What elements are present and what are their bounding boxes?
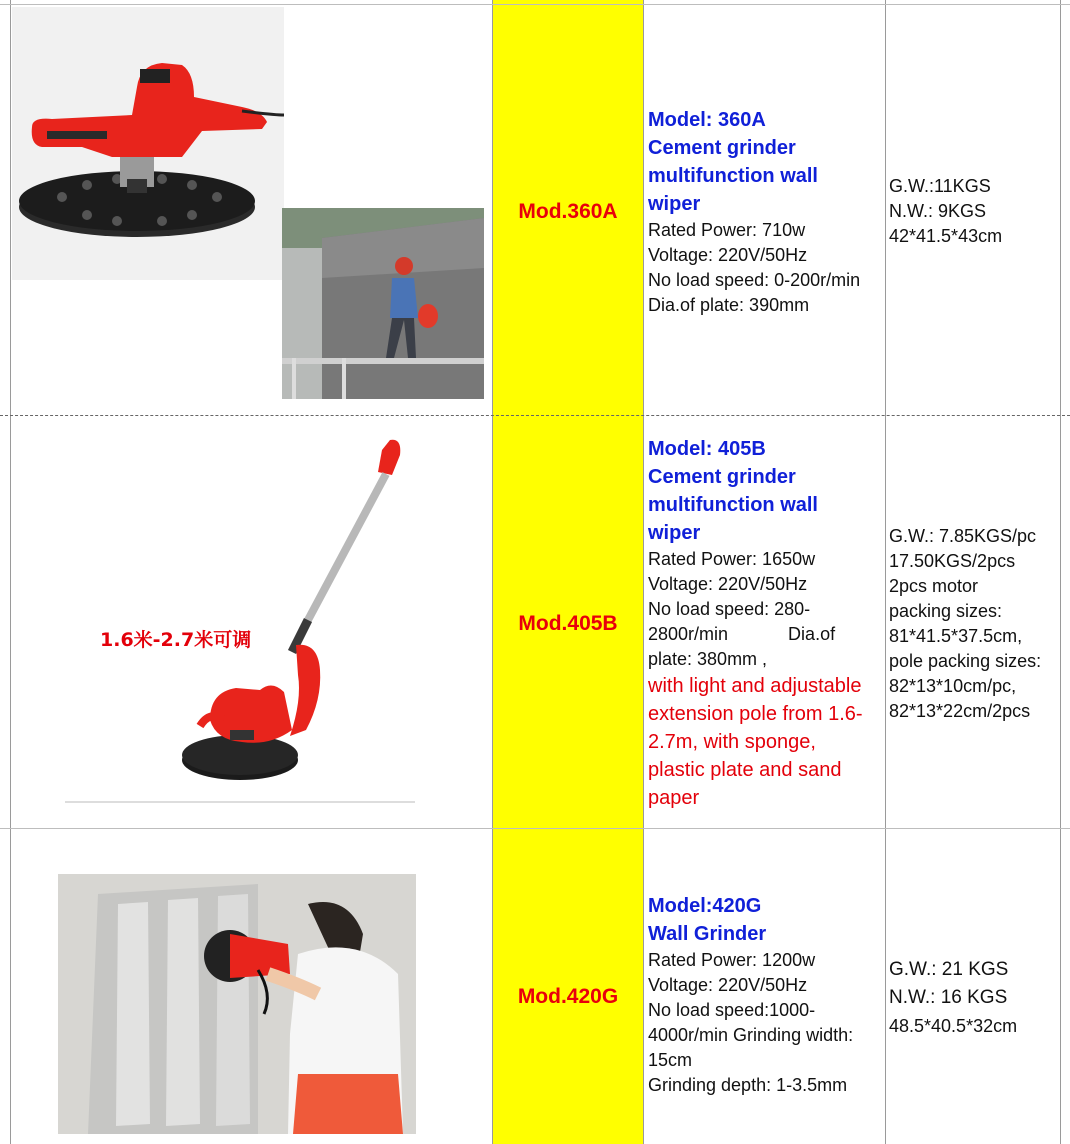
spec-line: Grinding depth: 1-3.5mm [648,1075,848,1095]
product-photo-405b [60,430,420,805]
pack-line: 17.50KGS/2pcs [889,551,1016,571]
title-line: Wall Grinder [648,923,767,945]
spec-line: Rated Power: 710w [648,220,806,240]
title-line: multifunction wall [648,165,818,187]
spec-line: No load speed: 0-200r/min [648,270,861,290]
note-line: paper [648,787,700,809]
spec-line: Rated Power: 1200w [648,950,816,970]
grid-line [10,0,11,1144]
pack-line: G.W.: 21 KGS [889,959,1009,980]
model-code-405b: Mod.405B [518,612,618,635]
spec-line: No load speed:1000- [648,1000,816,1020]
pack-line: 42*41.5*43cm [889,226,1003,246]
title-line: wiper [648,193,701,215]
description-405b [648,435,884,812]
description-420g [648,892,884,1098]
note-line: with light and adjustable [648,675,862,697]
spec-line: Voltage: 220V/50Hz [648,245,808,265]
model-code-420g: Mod.420G [517,985,619,1008]
spec-line: 4000r/min Grinding width: [648,1025,854,1045]
pack-line: 82*13*22cm/2pcs [889,701,1031,721]
pack-line: 81*41.5*37.5cm, [889,626,1023,646]
spec-line: 2800r/min Dia.of [648,624,836,644]
pack-line: 2pcs motor [889,576,979,596]
note-line: plastic plate and sand [648,759,842,781]
row-divider [0,828,1070,829]
grid-line [492,0,493,1144]
image-caption-405b: 1.6米-2.7米可调 [100,629,252,651]
grid-line [885,0,886,1144]
grid-line [643,0,644,1144]
spec-line: Voltage: 220V/50Hz [648,574,808,594]
spec-line: Rated Power: 1650w [648,549,816,569]
pack-line: packing sizes: [889,601,1003,621]
pack-line: G.W.: 7.85KGS/pc [889,526,1037,546]
spec-line: 15cm [648,1050,693,1070]
worker-photo-420g [58,874,416,1134]
description-360a [648,106,884,318]
worker-photo-360a [282,208,484,399]
title-line: Model:420G [648,895,762,917]
packing-info-360a [889,174,1065,249]
title-line: multifunction wall [648,494,818,516]
title-line: Cement grinder [648,466,796,488]
packing-info-405b [889,524,1065,724]
title-line: Model: 405B [648,438,766,460]
packing-info-420g [889,956,1065,1040]
title-line: wiper [648,522,701,544]
pack-line: pole packing sizes: [889,651,1042,671]
spec-line: plate: 380mm , [648,649,768,669]
spec-line: Voltage: 220V/50Hz [648,975,808,995]
pack-line: 82*13*10cm/pc, [889,676,1017,696]
pack-line: N.W.: 9KGS [889,201,987,221]
grid-line [0,4,1070,5]
note-line: extension pole from 1.6- [648,703,863,725]
pack-line: G.W.:11KGS [889,176,991,196]
model-code-360a: Mod.360A [518,200,618,223]
pack-line: 48.5*40.5*32cm [889,1016,1018,1036]
product-photo-360a [12,7,284,280]
note-line: 2.7m, with sponge, [648,731,816,753]
pack-line: N.W.: 16 KGS [889,987,1008,1008]
row-divider [0,415,1070,416]
model-column-highlight [493,0,643,1144]
title-line: Cement grinder [648,137,796,159]
spec-line: Dia.of plate: 390mm [648,295,810,315]
title-line: Model: 360A [648,109,766,131]
spec-line: No load speed: 280- [648,599,811,619]
